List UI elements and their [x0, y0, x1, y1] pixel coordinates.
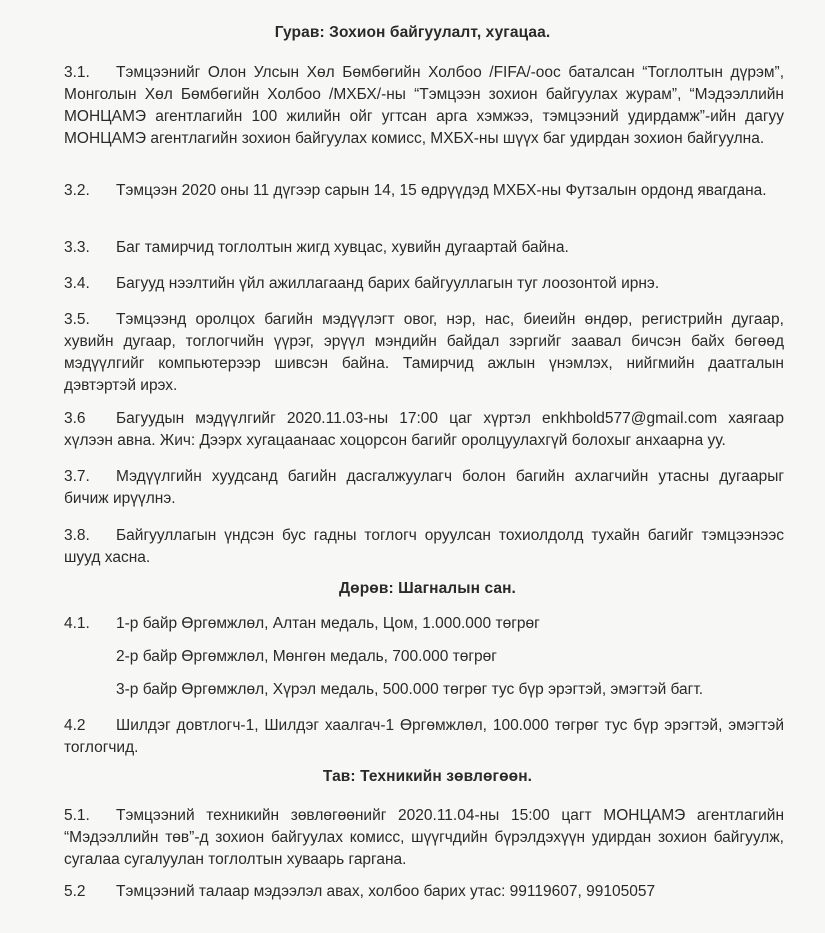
paragraph-3-5: [64, 309, 784, 397]
paragraph-3-3: [64, 237, 784, 259]
paragraph-3-1: [64, 62, 784, 150]
paragraph-number: 4.2: [64, 717, 86, 734]
paragraph-4-2: [64, 715, 784, 759]
section-heading-4: Дөрөв: Шагналын сан.: [339, 580, 516, 597]
paragraph-number: 3.6: [64, 410, 86, 427]
paragraph-text: Багуудын мэдүүлгийг 2020.11.03-ны 17:00 цаг хүртэл enkhbold577@gmail.com хаягаар хүлээн авна. Жич: Дээрх хугацаанаас хоцорсон багийг оролцуулахгүй болохыг анхаарна уу.: [64, 410, 784, 449]
section-heading-5: Тав: Техникийн зөвлөгөөн.: [322, 768, 533, 785]
paragraph-number: 3.7.: [64, 468, 90, 485]
paragraph-number: 3.2.: [64, 182, 90, 199]
paragraph-number: 3.1.: [64, 64, 90, 81]
section-heading-3: Гурав: Зохион байгуулалт, хугацаа.: [274, 24, 551, 41]
paragraph-text: Шилдэг довтлогч-1, Шилдэг хаалгач-1 Өргөмжлөл, 100.000 төгрөг тус бүр эрэгтэй, эмэгтэй тоглогчид.: [64, 717, 784, 756]
paragraph-text: Тэмцээний техникийн зөвлөгөөнийг 2020.11.04-ны 15:00 цагт МОНЦАМЭ агентлагийн “Мэдээллийн төв”-д зохион байгуулах комисс, шүүгчдийн бүрэлдэхүүн удирдан зохион байгуулж, сугалаа сугалуулан тоглолтын хуваарь гаргана.: [64, 807, 784, 868]
prize-row-3: 3-р байр Өргөмжлөл, Хүрэл медаль, 500.000 төгрөг тус бүр эрэгтэй, эмэгтэй багт.: [116, 681, 704, 698]
paragraph-3-8: [64, 525, 784, 569]
paragraph-5-2: [64, 881, 655, 903]
paragraph-3-4: [64, 273, 784, 295]
paragraph-3-2: [64, 180, 784, 202]
paragraph-text: Баг тамирчид тоглолтын жигд хувцас, хувийн дугаартай байна.: [116, 239, 569, 256]
prize-row-2: 2-р байр Өргөмжлөл, Мөнгөн медаль, 700.000 төгрөг: [116, 648, 497, 665]
paragraph-text: Байгууллагын үндсэн бус гадны тоглогч оруулсан тохиолдолд тухайн багийг тэмцээнээс шууд хасна.: [64, 527, 784, 566]
paragraph-text: Тэмцээнийг Олон Улсын Хөл Бөмбөгийн Холбоо /FIFA/-оос баталсан “Тоглолтын дүрэм”, Монголын Хөл Бөмбөгийн Холбоо /МХБХ/-ны “Тэмцээн зохион байгуулах журам”, “Мэдээллийн МОНЦАМЭ агентлагийн 100 жилийн ойг угтсан арга хэмжээ, тэмцээний удирдамж”-ийн дагуу МОНЦАМЭ агентлагийн зохион байгуулах комисс, МХБХ-ны шүүх баг удирдан зохион байгуулна.: [64, 64, 784, 147]
paragraph-text: Тэмцээнд оролцох багийн мэдүүлэгт овог, нэр, нас, биеийн өндөр, регистрийн дугаар, хувийн дугаар, тоглогчийн үүрэг, эрүүл мэндийн байдал зэргийг заавал бичсэн байх бөгөөд мэдүүлгийг компьютерээр шивсэн байна. Тамирчид ажлын үнэмлэх, нийгмийн даатгалын дэвтэртэй ирэх.: [64, 311, 784, 394]
paragraph-number: 4.1.: [64, 615, 90, 632]
paragraph-text: Мэдүүлгийн хуудсанд багийн дасгалжуулагч болон багийн ахлагчийн утасны дугаарыг бичиж ирүүлнэ.: [64, 468, 784, 507]
paragraph-3-7: [64, 466, 784, 510]
paragraph-text: Багууд нээлтийн үйл ажиллагаанд барих байгууллагын туг лоозонтой ирнэ.: [116, 275, 660, 292]
paragraph-5-1: [64, 805, 784, 871]
paragraph-number: 3.8.: [64, 527, 90, 544]
paragraph-number: 5.1.: [64, 807, 90, 824]
paragraph-number: 3.5.: [64, 311, 90, 328]
paragraph-number: 3.3.: [64, 239, 90, 256]
prize-row-1: [64, 613, 540, 635]
prize-text: 1-р байр Өргөмжлөл, Алтан медаль, Цом, 1.000.000 төгрөг: [116, 615, 540, 632]
paragraph-text: Тэмцээний талаар мэдээлэл авах, холбоо барих утас: 99119607, 99105057: [116, 883, 656, 900]
paragraph-3-6: [64, 408, 784, 452]
paragraph-number: 3.4.: [64, 275, 90, 292]
paragraph-text: Тэмцээн 2020 оны 11 дүгээр сарын 14, 15 өдрүүдэд МХБХ-ны Футзалын ордонд явагдана.: [116, 182, 767, 199]
paragraph-number: 5.2: [64, 883, 86, 900]
